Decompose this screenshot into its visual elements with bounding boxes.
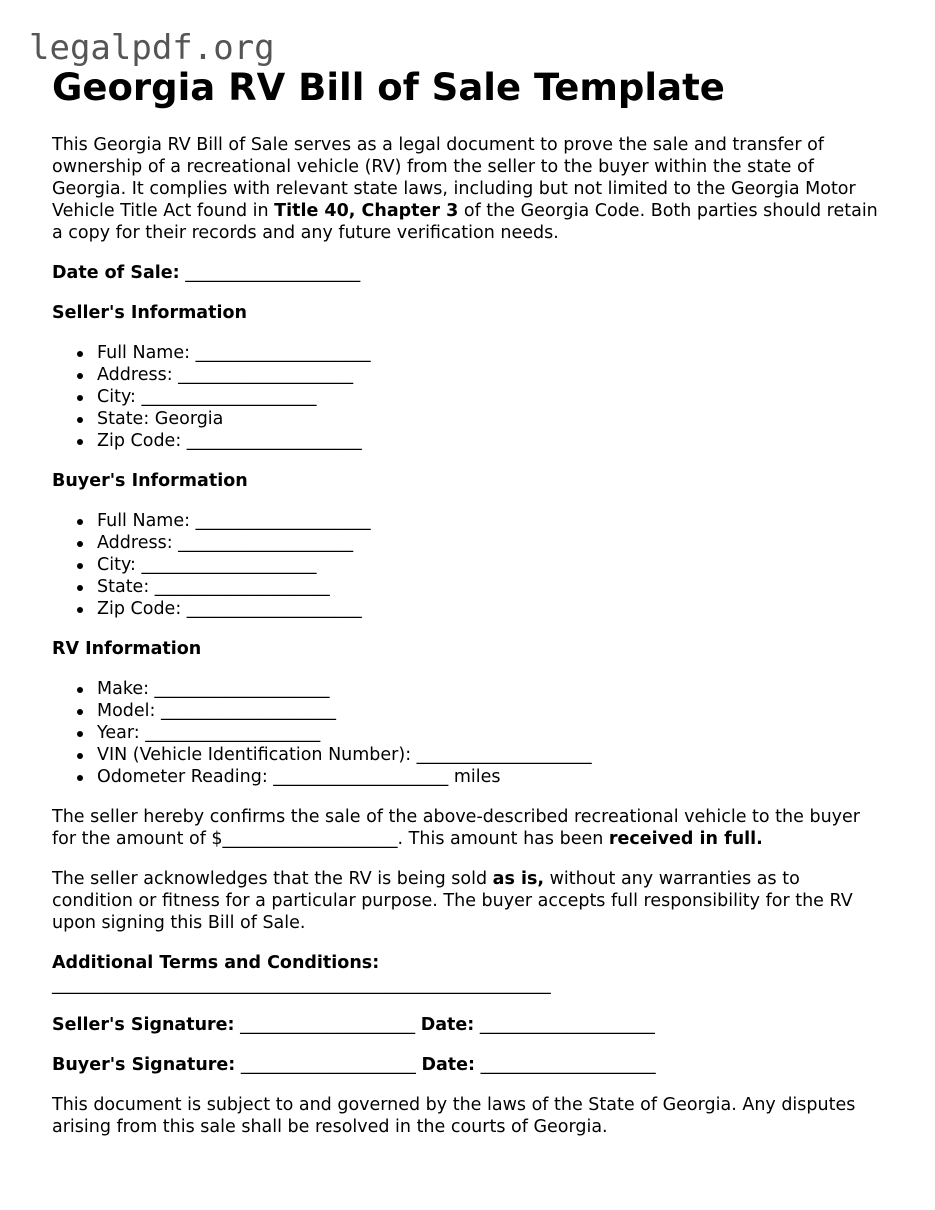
seller-info-list	[52, 342, 882, 452]
seller-signature-line	[52, 1014, 882, 1036]
seller-address-item[interactable]: Address: ____________________	[97, 364, 882, 386]
sale-amount-paragraph	[52, 806, 882, 850]
rv-model-item[interactable]: Model: ____________________	[97, 700, 882, 722]
buyer-date-blank[interactable]: ____________________	[475, 1055, 656, 1075]
seller-full-name-item[interactable]: Full Name: ____________________	[97, 342, 882, 364]
seller-signature-blank[interactable]: ____________________	[234, 1015, 421, 1035]
seller-state-item: State: Georgia	[97, 408, 882, 430]
date-of-sale-label: Date of Sale:	[52, 263, 180, 283]
rv-info-heading: RV Information	[52, 639, 202, 659]
as-is-paragraph	[52, 868, 882, 934]
rv-odometer-item[interactable]: Odometer Reading: ____________________ miles	[97, 766, 882, 788]
additional-terms-blank[interactable]: _________________________________________________________	[52, 975, 551, 995]
buyer-state-item[interactable]: State: ____________________	[97, 576, 882, 598]
document-page	[52, 64, 882, 1138]
document-title: Georgia RV Bill of Sale Template	[52, 66, 725, 109]
as-is-text-2: without any warranties as to condition or fitness for a particular purpose. The buyer accepts full responsibility for the RV upon signing this Bill of Sale.	[52, 869, 853, 933]
buyer-signature-label: Buyer's Signature:	[52, 1055, 236, 1075]
sale-amount-text: The seller hereby confirms the sale of the above-described recreational vehicle to the buyer for the amount of $____________________. This amount has been	[52, 807, 860, 849]
buyer-address-item[interactable]: Address: ____________________	[97, 532, 882, 554]
received-in-full-bold: received in full.	[608, 829, 763, 849]
buyer-date-label: Date:	[421, 1055, 476, 1075]
buyer-signature-line	[52, 1054, 882, 1076]
seller-info-heading: Seller's Information	[52, 303, 247, 323]
intro-text-2: of the Georgia Code. Both parties should retain a copy for their records and any future verification needs.	[52, 201, 878, 243]
buyer-zip-item[interactable]: Zip Code: ____________________	[97, 598, 882, 620]
intro-paragraph	[52, 134, 882, 244]
buyer-full-name-item[interactable]: Full Name: ____________________	[97, 510, 882, 532]
rv-info-list	[52, 678, 882, 788]
date-of-sale-blank[interactable]: ____________________	[179, 263, 361, 283]
seller-date-label: Date:	[420, 1015, 475, 1035]
watermark-logo: legalpdf.org	[29, 28, 275, 68]
date-of-sale-field	[52, 262, 882, 284]
as-is-text-1: The seller acknowledges that the RV is being sold	[52, 869, 493, 889]
seller-date-blank[interactable]: ____________________	[474, 1015, 655, 1035]
intro-bold-citation: Title 40, Chapter 3	[274, 201, 459, 221]
seller-signature-label: Seller's Signature:	[52, 1015, 235, 1035]
rv-year-item[interactable]: Year: ____________________	[97, 722, 882, 744]
intro-text-1: This Georgia RV Bill of Sale serves as a legal document to prove the sale and transfer of ownership of a recreational vehicle (RV) from the seller to the buyer within the state of Georgia. It complies with relevant state laws, including but not limited to the Georgia Motor Vehicle Title Act found in	[52, 135, 856, 221]
seller-zip-item[interactable]: Zip Code: ____________________	[97, 430, 882, 452]
buyer-info-heading: Buyer's Information	[52, 471, 248, 491]
additional-terms-heading: Additional Terms and Conditions:	[52, 953, 380, 973]
seller-city-item[interactable]: City: ____________________	[97, 386, 882, 408]
rv-make-item[interactable]: Make: ____________________	[97, 678, 882, 700]
buyer-info-list	[52, 510, 882, 620]
buyer-city-item[interactable]: City: ____________________	[97, 554, 882, 576]
rv-vin-item[interactable]: VIN (Vehicle Identification Number): ____________________	[97, 744, 882, 766]
buyer-signature-blank[interactable]: ____________________	[235, 1055, 422, 1075]
governing-law-paragraph: This document is subject to and governed by the laws of the State of Georgia. Any disputes arising from this sale shall be resolved in the courts of Georgia.	[52, 1095, 856, 1137]
as-is-bold: as is,	[492, 869, 545, 889]
